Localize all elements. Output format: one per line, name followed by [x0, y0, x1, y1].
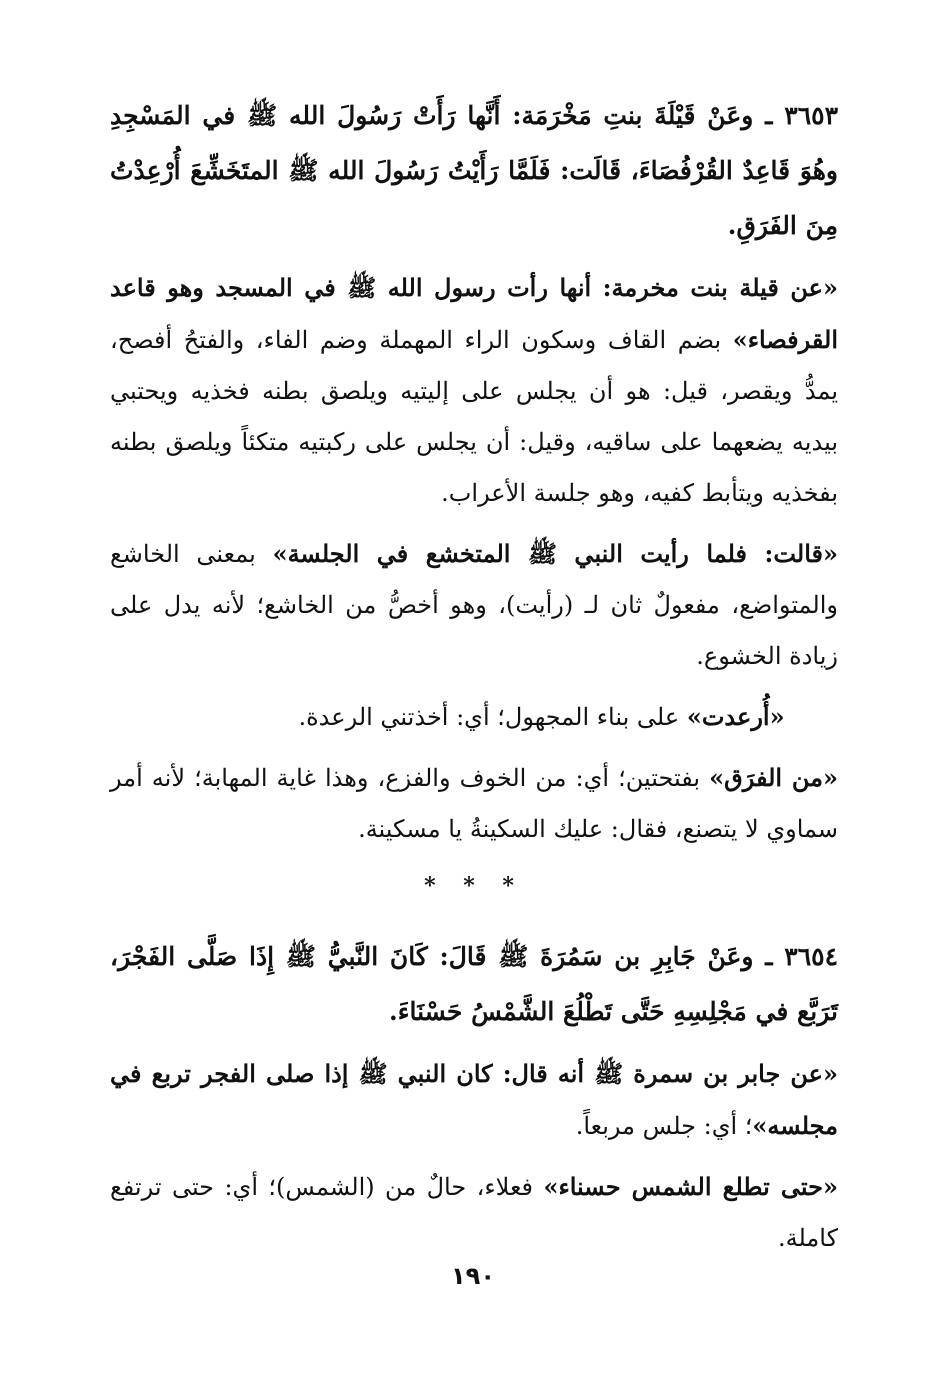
- commentary-quote: «من الفرَق»: [709, 763, 838, 792]
- commentary-text: بمعنى الخاشع والمتواضع، مفعولٌ ثان لـ (رأيت)، وهو أخصُّ من الخاشع؛ لأنه يدل على زيادة الخشوع.: [110, 540, 838, 670]
- commentary-3653-1: [110, 262, 838, 519]
- hadith-3654: ٣٦٥٤ ـ وعَنْ جَابِرِ بن سَمُرَةَ ﷺ قَالَ: كَانَ النَّبيُّ ﷺ إِذَا صَلَّى الفَجْرَ، تَرَبَّع في مَجْلِسِهِ حَتَّى تَطْلُعَ الشَّمْسُ حَسْنَاءَ.: [110, 942, 838, 1026]
- commentary-quote: «حتى تطلع الشمس حسناء»: [543, 1172, 839, 1201]
- commentary-text: فعلاء، حالٌ من (الشمس)؛ أي: حتى ترتفع كاملة.: [110, 1173, 838, 1252]
- commentary-3653-4: [110, 752, 838, 855]
- commentary-3653-2: [110, 528, 838, 682]
- commentary-text: بفتحتين؛ أي: من الخوف والفزع، وهذا غاية المهابة؛ لأنه أمر سماوي لا يتصنع، فقال: عليك السكينةُ يا مسكينة.: [110, 764, 838, 843]
- commentary-quote: «قالت: فلما رأيت النبي ﷺ المتخشع في الجلسة»: [272, 539, 838, 568]
- commentary-text: على بناء المجهول؛ أي: أخذتني الرعدة.: [298, 703, 687, 731]
- commentary-3654-1: [110, 1048, 838, 1152]
- commentary-3654-2: [110, 1161, 838, 1264]
- commentary-quote: «أُرعدت»: [686, 702, 785, 731]
- commentary-3653-3: [110, 691, 838, 743]
- page-content: [110, 88, 838, 1273]
- section-separator: * * *: [424, 873, 524, 899]
- commentary-text: بضم القاف وسكون الراء المهملة وضم الفاء، والفتحُ أفصح، يمدُّ ويقصر، قيل: هو أن يجلس على إليتيه ويلصق بطنه فخذيه ويحتبي بيديه يضعهما على ساقيه، وقيل: أن يجلس على ركبتيه متكئاً ويلصق بطنه بفخذيه ويتأبط كفيه، وهو جلسة الأعراب.: [110, 326, 838, 507]
- commentary-text: ؛ أي: جلس مربعاً.: [575, 1112, 753, 1140]
- hadith-3653: ٣٦٥٣ ـ وعَنْ قَيْلَةَ بنتِ مَخْرَمَة: أَنَّها رَأَتْ رَسُولَ الله ﷺ في المَسْجِدِ وهُوَ قَاعِدٌ القُرْفُصَاءَ، قَالَت: فَلَمَّا رَأَيْتُ رَسُولَ الله ﷺ المتَخَشِّعَ أُرْعِدْتُ مِنَ الفَرَقِ.: [110, 101, 838, 240]
- commentary-quote: «عن قيلة بنت مخرمة: أنها رأت رسول الله ﷺ في المسجد وهو قاعد القرفصاء»: [110, 273, 838, 354]
- page-number: ١٩٠: [451, 1262, 495, 1290]
- commentary-quote: «عن جابر بن سمرة ﷺ أنه قال: كان النبي ﷺ إذا صلى الفجر تربع في مجلسه»: [110, 1059, 838, 1140]
